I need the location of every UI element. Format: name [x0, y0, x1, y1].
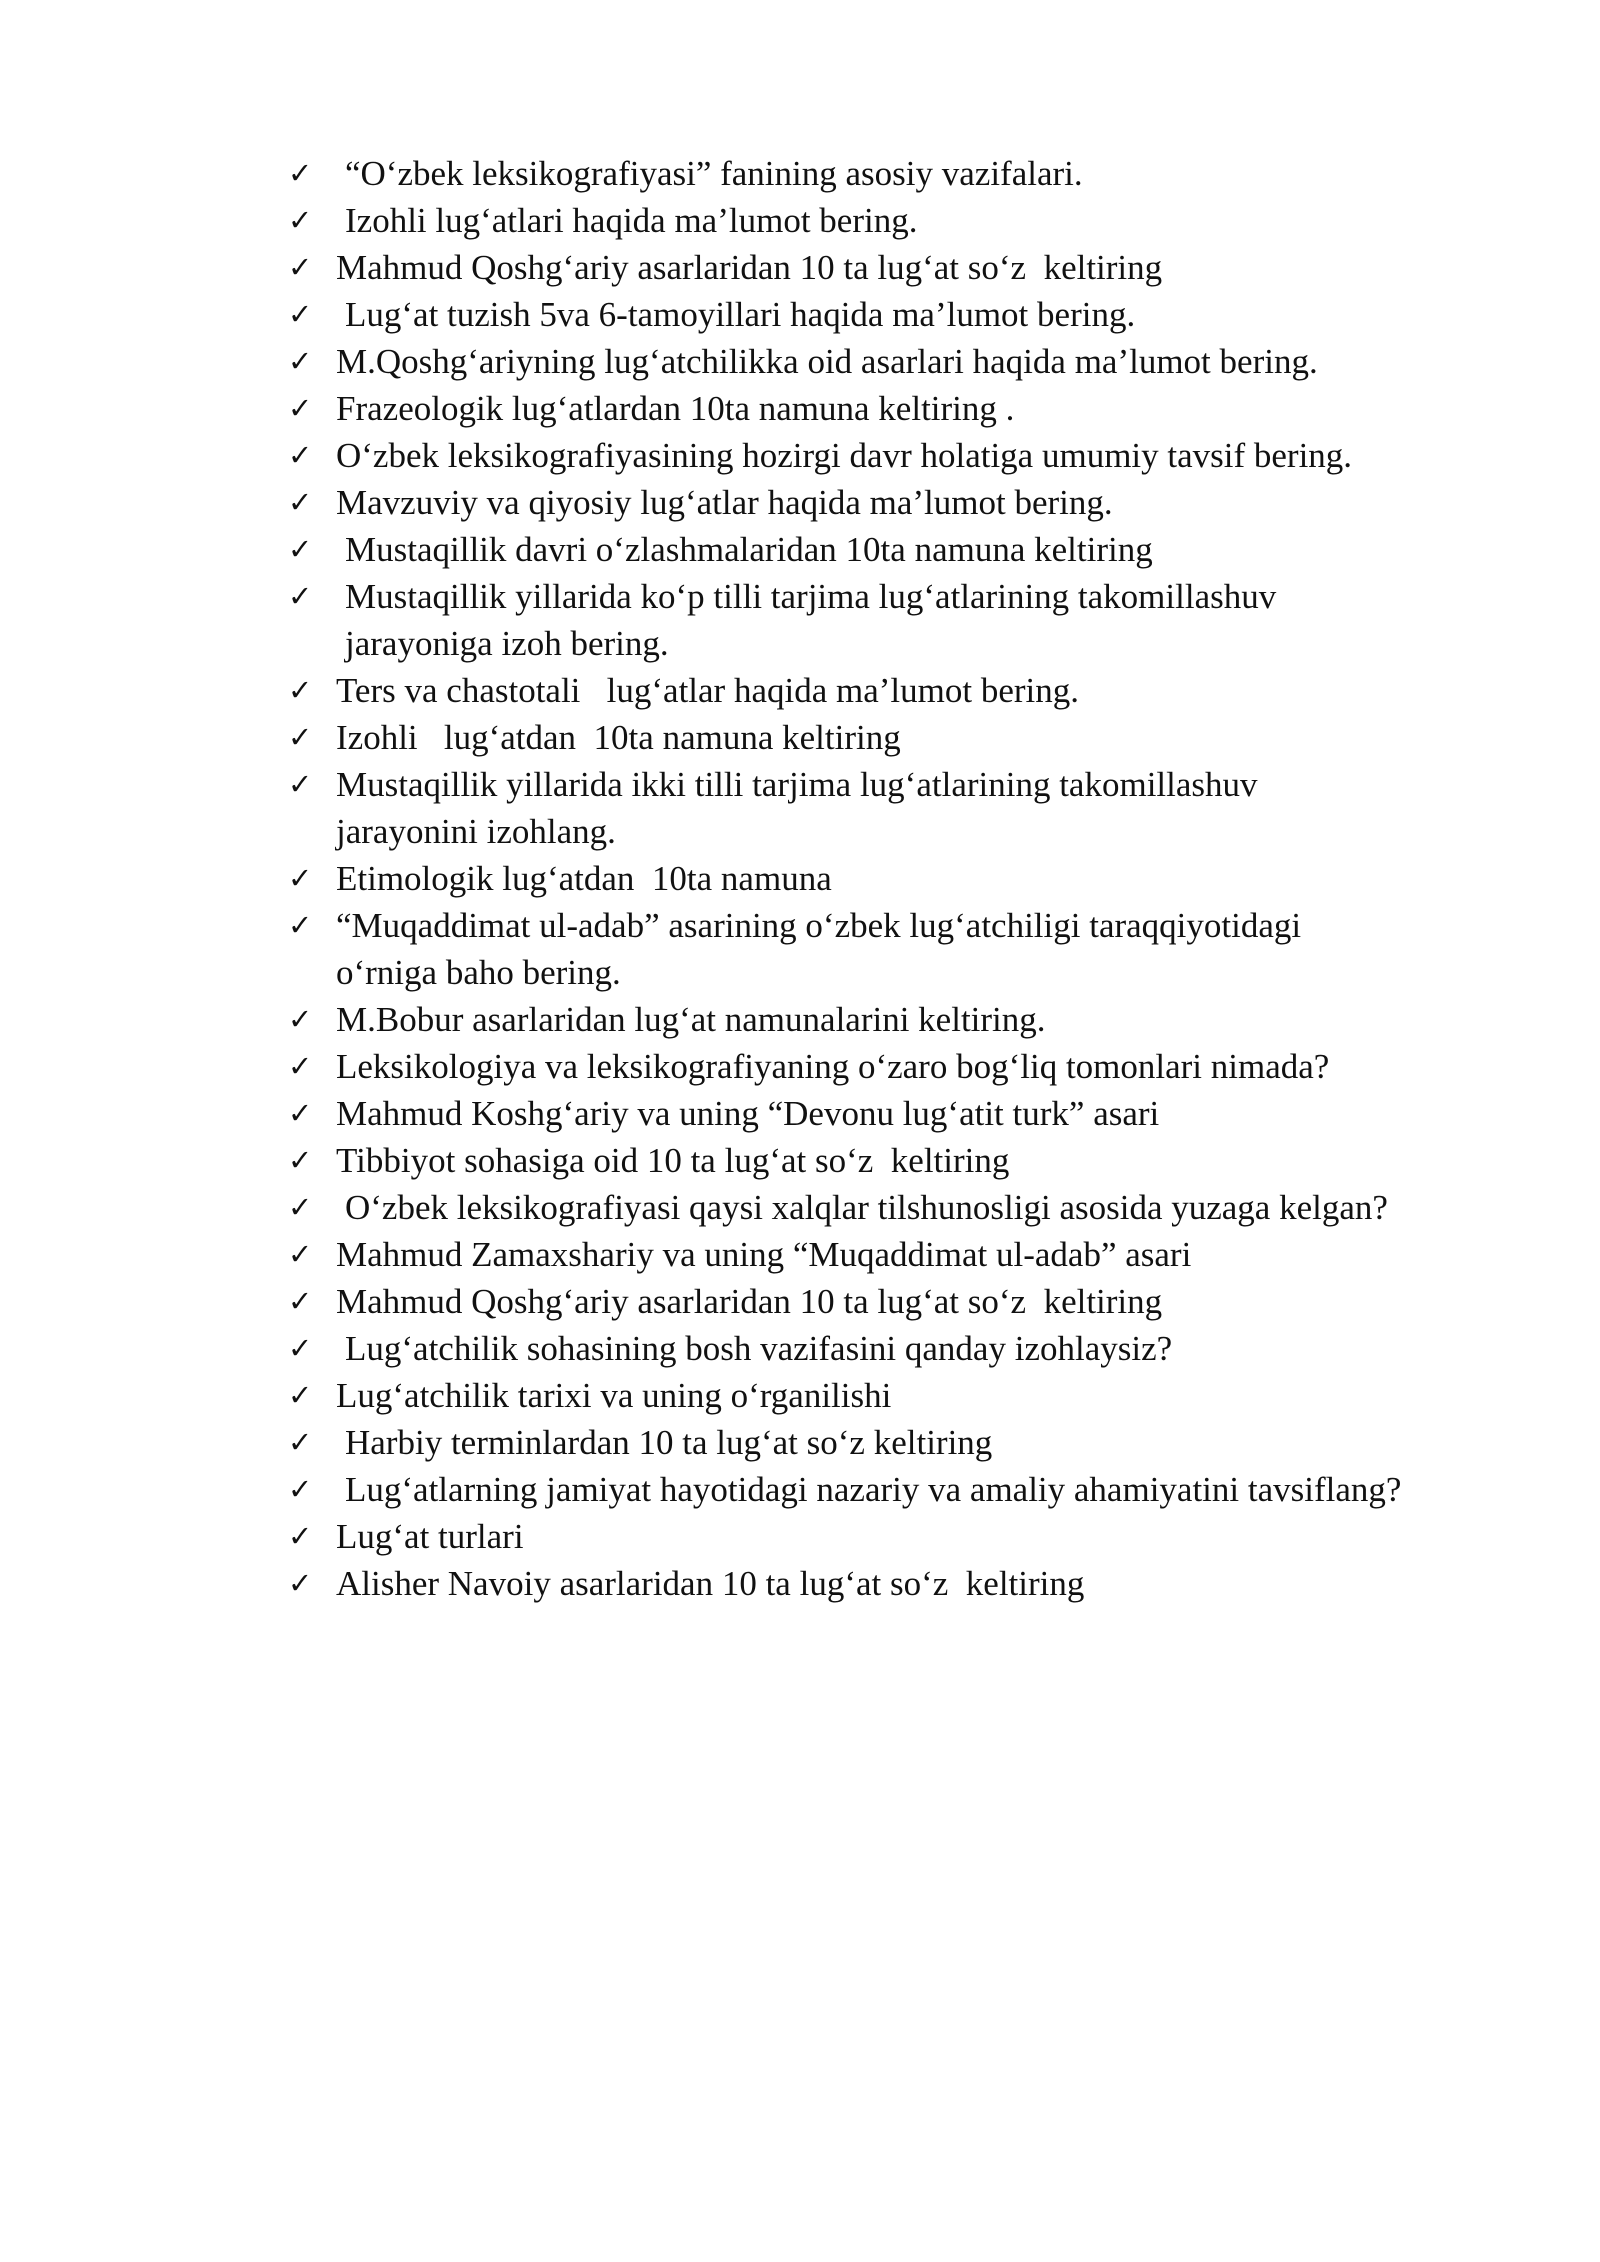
list-item-text: Izohli lug‘atdan 10ta namuna keltiring	[336, 718, 901, 757]
check-mark-icon: ✓	[288, 767, 313, 801]
check-mark-icon: ✓	[288, 391, 313, 425]
list-item	[288, 667, 1518, 714]
list-item-text: O‘zbek leksikografiyasining hozirgi davr holatiga umumiy tavsif bering.	[336, 436, 1353, 475]
list-item	[288, 714, 1518, 761]
list-item-text: Izohli lug‘atlari haqida ma’lumot bering.	[345, 201, 918, 240]
check-mark-icon: ✓	[288, 673, 313, 707]
list-item-text: Mustaqillik yillarida ko‘p tilli tarjima lug‘atlarining takomillashuv jarayoniga izoh bering.	[345, 577, 1277, 663]
list-item	[288, 855, 1518, 902]
list-item	[288, 479, 1518, 526]
check-mark-icon: ✓	[288, 438, 313, 472]
list-item-text: Mahmud Qoshg‘ariy asarlaridan 10 ta lug‘at so‘z keltiring	[336, 1282, 1163, 1321]
check-mark-icon: ✓	[288, 1331, 313, 1365]
check-mark-icon: ✓	[288, 203, 313, 237]
list-item	[288, 573, 1518, 667]
check-mark-icon: ✓	[288, 1566, 313, 1600]
check-mark-icon: ✓	[288, 720, 313, 754]
list-item-text: O‘zbek leksikografiyasi qaysi xalqlar tilshunosligi asosida yuzaga kelgan?	[345, 1188, 1388, 1227]
list-item	[288, 1043, 1518, 1090]
list-item	[288, 1137, 1518, 1184]
list-item	[288, 244, 1518, 291]
check-mark-icon: ✓	[288, 579, 313, 613]
list-item-text: Mahmud Zamaxshariy va uning “Muqaddimat ul-adab” asari	[336, 1235, 1192, 1274]
list-item	[288, 1513, 1518, 1560]
list-item-text: “Muqaddimat ul-adab” asarining o‘zbek lug‘atchiligi taraqqiyotidagi o‘rniga baho bering.	[336, 906, 1302, 992]
check-mark-icon: ✓	[288, 250, 313, 284]
list-item	[288, 1325, 1518, 1372]
list-item	[288, 761, 1518, 855]
list-item	[288, 996, 1518, 1043]
question-list	[288, 150, 1518, 1607]
list-item-text: M.Bobur asarlaridan lug‘at namunalarini keltiring.	[336, 1000, 1046, 1039]
list-item-text: Etimologik lug‘atdan 10ta namuna	[336, 859, 832, 898]
list-item-text: Mavzuviy va qiyosiy lug‘atlar haqida ma’lumot bering.	[336, 483, 1113, 522]
check-mark-icon: ✓	[288, 1096, 313, 1130]
list-item	[288, 1231, 1518, 1278]
check-mark-icon: ✓	[288, 1143, 313, 1177]
list-item-text: Lug‘atlarning jamiyat hayotidagi nazariy va amaliy ahamiyatini tavsiflang?	[345, 1470, 1402, 1509]
list-item-text: Lug‘atchilik tarixi va uning o‘rganilishi	[336, 1376, 892, 1415]
check-mark-icon: ✓	[288, 1472, 313, 1506]
list-item	[288, 902, 1518, 996]
check-mark-icon: ✓	[288, 344, 313, 378]
list-item	[288, 197, 1518, 244]
list-item	[288, 1560, 1518, 1607]
check-mark-icon: ✓	[288, 485, 313, 519]
check-mark-icon: ✓	[288, 297, 313, 331]
list-item-text: Leksikologiya va leksikografiyaning o‘zaro bog‘liq tomonlari nimada?	[336, 1047, 1330, 1086]
list-item	[288, 1372, 1518, 1419]
list-item-text: Alisher Navoiy asarlaridan 10 ta lug‘at so‘z keltiring	[336, 1564, 1085, 1603]
check-mark-icon: ✓	[288, 1425, 313, 1459]
check-mark-icon: ✓	[288, 1002, 313, 1036]
check-mark-icon: ✓	[288, 1237, 313, 1271]
list-item	[288, 1184, 1518, 1231]
check-mark-icon: ✓	[288, 1190, 313, 1224]
list-item-text: M.Qoshg‘ariyning lug‘atchilikka oid asarlari haqida ma’lumot bering.	[336, 342, 1318, 381]
list-item-text: Harbiy terminlardan 10 ta lug‘at so‘z keltiring	[345, 1423, 993, 1462]
list-item-text: “O‘zbek leksikografiyasi” fanining asosiy vazifalari.	[345, 154, 1083, 193]
check-mark-icon: ✓	[288, 861, 313, 895]
list-item	[288, 150, 1518, 197]
list-item	[288, 1278, 1518, 1325]
list-item	[288, 526, 1518, 573]
list-item-text: Lug‘at tuzish 5va 6-tamoyillari haqida ma’lumot bering.	[345, 295, 1136, 334]
check-mark-icon: ✓	[288, 908, 313, 942]
list-item-text: Lug‘atchilik sohasining bosh vazifasini qanday izohlaysiz?	[345, 1329, 1173, 1368]
check-mark-icon: ✓	[288, 1049, 313, 1083]
list-item	[288, 338, 1518, 385]
list-item-text: Ters va chastotali lug‘atlar haqida ma’lumot bering.	[336, 671, 1079, 710]
check-mark-icon: ✓	[288, 1519, 313, 1553]
check-mark-icon: ✓	[288, 1378, 313, 1412]
list-item	[288, 1466, 1518, 1513]
check-mark-icon: ✓	[288, 156, 313, 190]
list-item	[288, 432, 1518, 479]
check-mark-icon: ✓	[288, 1284, 313, 1318]
check-mark-icon: ✓	[288, 532, 313, 566]
list-item	[288, 385, 1518, 432]
list-item-text: Mahmud Qoshg‘ariy asarlaridan 10 ta lug‘at so‘z keltiring	[336, 248, 1163, 287]
list-item	[288, 291, 1518, 338]
list-item-text: Mustaqillik davri o‘zlashmalaridan 10ta namuna keltiring	[345, 530, 1153, 569]
list-item	[288, 1419, 1518, 1466]
list-item-text: Mahmud Koshg‘ariy va uning “Devonu lug‘atit turk” asari	[336, 1094, 1160, 1133]
list-item-text: Mustaqillik yillarida ikki tilli tarjima lug‘atlarining takomillashuv jarayonini izohlang.	[336, 765, 1258, 851]
list-item-text: Lug‘at turlari	[336, 1517, 524, 1556]
list-item	[288, 1090, 1518, 1137]
list-item-text: Frazeologik lug‘atlardan 10ta namuna keltiring .	[336, 389, 1015, 428]
list-item-text: Tibbiyot sohasiga oid 10 ta lug‘at so‘z keltiring	[336, 1141, 1010, 1180]
